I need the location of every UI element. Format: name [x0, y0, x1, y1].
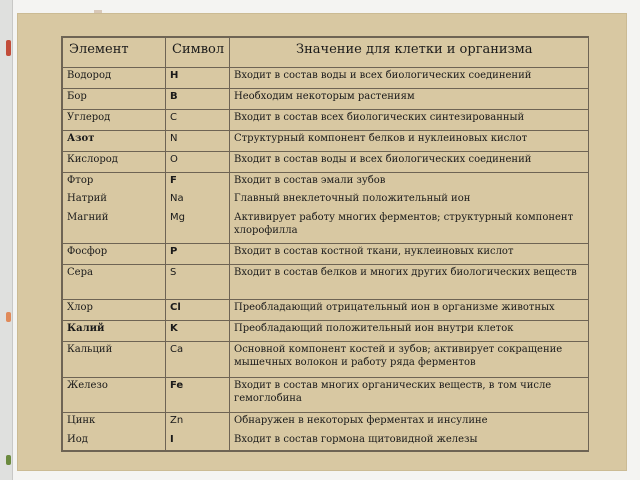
element-name: Бор	[63, 88, 166, 109]
element-meaning: Преобладающий отрицательный ион в организме животных	[230, 300, 589, 321]
element-symbol: B	[166, 88, 230, 109]
table-row	[63, 243, 589, 264]
table-row	[63, 151, 589, 172]
header-symbol: Символ	[166, 38, 230, 68]
element-meaning: Обнаружен в некоторых ферментах и инсулине	[230, 413, 589, 432]
element-name: Фосфор	[63, 243, 166, 264]
element-name: Калий	[63, 321, 166, 342]
element-name: Азот	[63, 130, 166, 151]
element-meaning: Входит в состав воды и всех биологических соединений	[230, 68, 589, 89]
element-symbol: H	[166, 68, 230, 89]
element-symbol: Mg	[166, 210, 230, 243]
element-meaning: Преобладающий положительный ион внутри клеток	[230, 321, 589, 342]
element-meaning: Входит в состав всех биологических синтезированный	[230, 109, 589, 130]
element-name: Натрий	[63, 191, 166, 210]
table-row	[63, 321, 589, 342]
element-meaning: Входит в состав белков и многих других биологических веществ	[230, 264, 589, 300]
element-meaning: Главный внеклеточный положительный ион	[230, 191, 589, 210]
element-name: Хлор	[63, 300, 166, 321]
header-element: Элемент	[63, 38, 166, 68]
table-row	[63, 88, 589, 109]
element-name: Железо	[63, 377, 166, 413]
edge-marker	[6, 455, 11, 465]
edge-marker	[6, 40, 11, 56]
element-name: Кальций	[63, 342, 166, 378]
table-row	[63, 172, 589, 191]
element-name: Кислород	[63, 151, 166, 172]
element-symbol: O	[166, 151, 230, 172]
element-name: Цинк	[63, 413, 166, 432]
element-symbol: N	[166, 130, 230, 151]
table-row	[63, 68, 589, 89]
table-row	[63, 130, 589, 151]
header-meaning: Значение для клетки и организма	[230, 38, 589, 68]
element-meaning: Структурный компонент белков и нуклеиновых кислот	[230, 130, 589, 151]
element-name: Иод	[63, 432, 166, 451]
element-name: Фтор	[63, 172, 166, 191]
element-name: Водород	[63, 68, 166, 89]
element-meaning: Активирует работу многих ферментов; структурный компонент хлорофилла	[230, 210, 589, 243]
element-meaning: Входит в состав костной ткани, нуклеиновых кислот	[230, 243, 589, 264]
element-meaning: Основной компонент костей и зубов; активирует сокращение мышечных волокон и работу ряда ферментов	[230, 342, 589, 378]
table-row	[63, 264, 589, 300]
element-meaning: Входит в состав гормона щитовидной железы	[230, 432, 589, 451]
element-symbol: K	[166, 321, 230, 342]
element-symbol: P	[166, 243, 230, 264]
elements-table-container	[61, 36, 589, 452]
element-symbol: Ca	[166, 342, 230, 378]
element-symbol: I	[166, 432, 230, 451]
element-symbol: Fe	[166, 377, 230, 413]
element-symbol: Na	[166, 191, 230, 210]
element-meaning: Входит в состав воды и всех биологических соединений	[230, 151, 589, 172]
table-row	[63, 191, 589, 210]
element-name: Углерод	[63, 109, 166, 130]
table-row	[63, 413, 589, 432]
window-left-edge	[0, 0, 13, 480]
element-meaning: Входит в состав многих органических веществ, в том числе гемоглобина	[230, 377, 589, 413]
table-row	[63, 432, 589, 451]
element-symbol: Cl	[166, 300, 230, 321]
element-symbol: S	[166, 264, 230, 300]
table-row	[63, 109, 589, 130]
table-row	[63, 210, 589, 243]
element-name: Магний	[63, 210, 166, 243]
table-row	[63, 300, 589, 321]
elements-table	[62, 37, 589, 451]
element-symbol: Zn	[166, 413, 230, 432]
element-meaning: Входит в состав эмали зубов	[230, 172, 589, 191]
element-name: Сера	[63, 264, 166, 300]
table-row	[63, 342, 589, 378]
table-row	[63, 377, 589, 413]
edge-marker	[6, 312, 11, 322]
element-symbol: F	[166, 172, 230, 191]
table-header-row	[63, 38, 589, 68]
element-symbol: C	[166, 109, 230, 130]
element-meaning: Необходим некоторым растениям	[230, 88, 589, 109]
